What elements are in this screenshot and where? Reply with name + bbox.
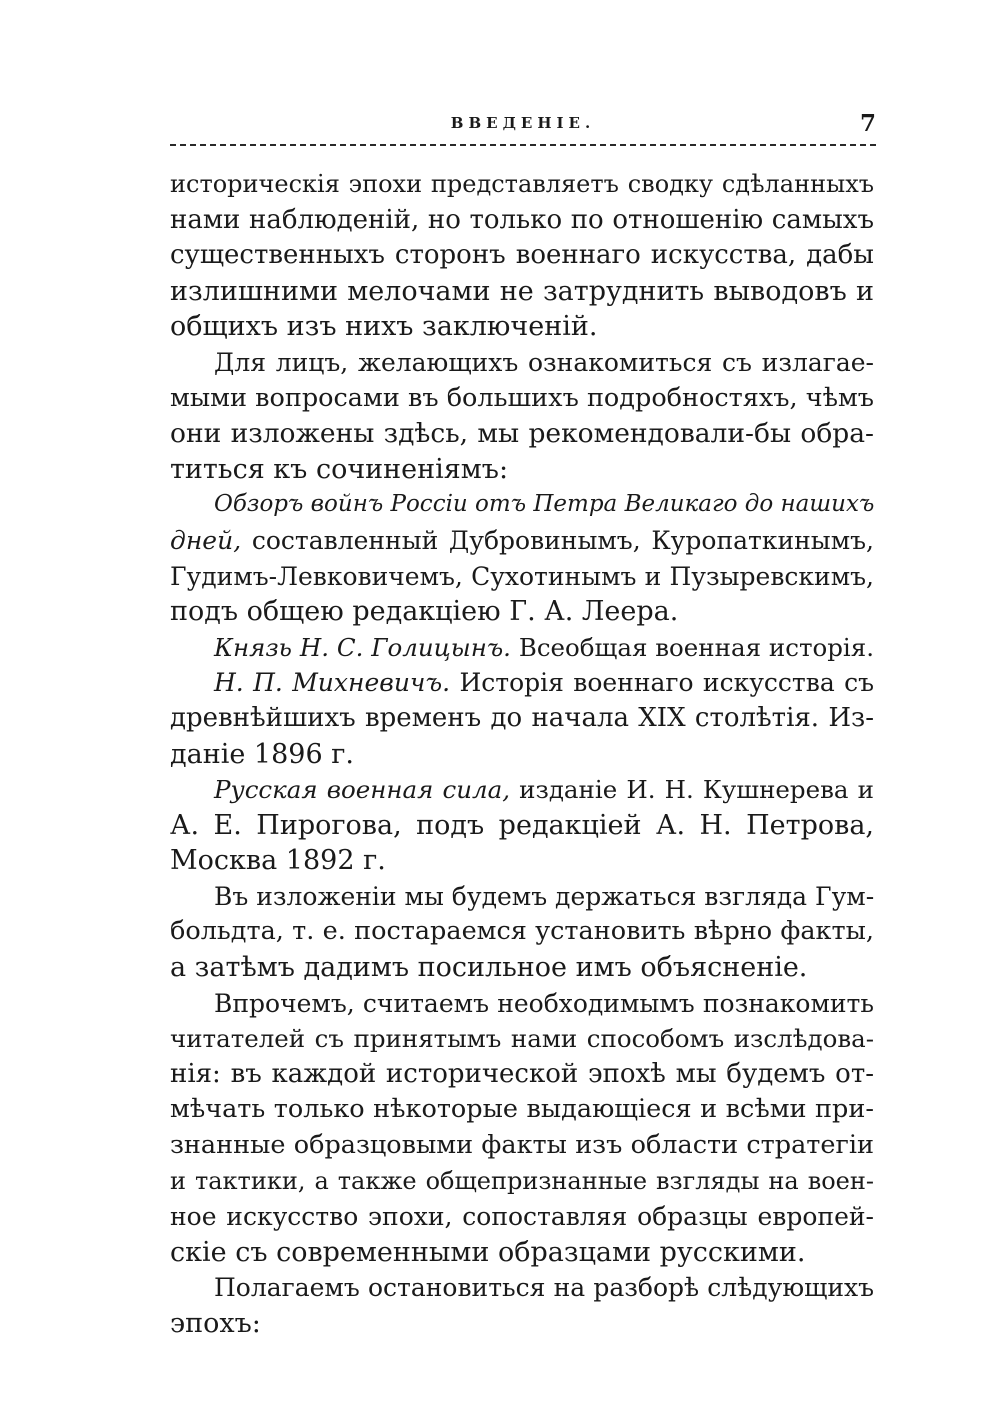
text-line	[170, 1021, 874, 1057]
text-line	[170, 630, 874, 666]
text-line	[170, 594, 874, 630]
text-line	[170, 238, 874, 274]
body-text	[170, 167, 874, 1342]
text-line	[170, 808, 874, 844]
italic-segment: Н. П. Михневичъ.	[214, 668, 451, 698]
text-segment: а затѣмъ дадимъ посильное имъ объясненіе.	[170, 952, 808, 984]
text-line	[170, 772, 874, 808]
text-segment: мѣчать только нѣкоторые выдающіеся и всѣми при-	[170, 1094, 874, 1125]
text-line	[170, 309, 874, 345]
text-line	[170, 1164, 874, 1200]
text-line	[170, 1092, 874, 1128]
text-line	[170, 843, 874, 879]
text-segment: даніе 1896 г.	[170, 738, 354, 770]
text-segment: и тактики, а также общепризнанные взгляды на воен-	[170, 1166, 874, 1195]
text-line	[170, 701, 874, 737]
text-line	[170, 203, 874, 239]
text-line	[170, 1128, 874, 1164]
text-segment: излишними мелочами не затруднить выводовъ и	[170, 275, 874, 307]
text-segment: Впрочемъ, считаемъ необходимымъ познакомить	[214, 988, 874, 1018]
text-segment: Исторія военнаго искусства съ	[450, 668, 875, 698]
text-segment: составленный Дубровинымъ, Куропаткинымъ,	[241, 525, 874, 555]
text-segment: историческія эпохи представляетъ сводку сдѣланныхъ	[170, 170, 874, 198]
text-line	[170, 914, 874, 950]
text-segment: А. Е. Пирогова, подъ редакціей А. Н. Петрова,	[170, 809, 874, 841]
page-number: 7	[859, 110, 876, 137]
text-line	[170, 167, 874, 203]
text-line	[170, 381, 874, 417]
text-segment: нами наблюденій, но только по отношенію самыхъ	[170, 204, 874, 235]
text-line	[170, 950, 874, 986]
text-segment: ное искусство эпохи, сопоставляя образцы европей-	[170, 1202, 874, 1232]
text-line	[170, 737, 874, 773]
text-segment: титься къ сочиненіямъ:	[170, 453, 509, 485]
italic-segment: Князь Н. С. Голицынъ.	[214, 632, 511, 662]
text-line	[170, 345, 874, 381]
text-line	[170, 416, 874, 452]
text-segment: Въ изложеніи мы будемъ держаться взгляда Гум-	[214, 881, 875, 911]
text-segment: существенныхъ сторонъ военнаго искусства, дабы	[170, 240, 874, 271]
text-line	[170, 1057, 874, 1093]
text-line	[170, 1235, 874, 1271]
text-segment: читателей съ принятымъ нами способомъ изслѣдова-	[170, 1024, 874, 1054]
text-segment: мыми вопросами въ большихъ подробностяхъ, чѣмъ	[170, 382, 874, 413]
italic-segment: дней,	[170, 525, 242, 555]
text-segment: Для лицъ, желающихъ ознакомиться съ излагае-	[214, 347, 874, 377]
text-segment: больдта, т. е. постараемся установить вѣрно факты,	[170, 916, 874, 947]
text-segment: древнѣйшихъ временъ до начала XIX столѣтія. Из-	[170, 702, 874, 733]
text-segment: изданіе И. Н. Кушнерева и	[510, 775, 874, 805]
text-line	[170, 986, 874, 1022]
italic-segment: Русская военная сила,	[214, 775, 510, 805]
italic-segment: Обзоръ войнъ Россіи отъ Петра Великаго до нашихъ	[214, 491, 875, 518]
text-line	[170, 559, 874, 595]
text-segment: Гудимъ-Левковичемъ, Сухотинымъ и Пузыревскимъ,	[170, 561, 874, 591]
text-segment: Всеобщая военная исторія.	[510, 632, 875, 662]
text-segment: знанные образцовыми факты изъ области стратегіи	[170, 1130, 874, 1161]
text-segment: Полагаемъ остановиться на разборѣ слѣдующихъ	[214, 1273, 874, 1303]
running-head	[170, 110, 876, 150]
text-line	[170, 1199, 874, 1235]
text-segment: общихъ изъ нихъ заключеній.	[170, 311, 598, 343]
text-segment: эпохъ:	[170, 1308, 261, 1339]
text-line	[170, 1306, 874, 1342]
text-segment: подъ общею редакціею Г. А. Леера.	[170, 596, 679, 628]
running-head-title: ВВЕДЕНІЕ.	[450, 114, 596, 132]
text-segment: скіе съ современными образцами русскими.	[170, 1236, 806, 1268]
header-rule	[170, 144, 876, 146]
text-segment: Москва 1892 г.	[170, 845, 386, 877]
text-line	[170, 452, 874, 488]
text-segment: нія: въ каждой исторической эпохѣ мы будемъ от-	[170, 1058, 874, 1089]
text-line	[170, 487, 874, 523]
text-line	[170, 879, 874, 915]
text-line	[170, 665, 874, 701]
text-line	[170, 1270, 874, 1306]
text-segment: они изложены здѣсь, мы рекомендовали-бы обра-	[170, 418, 874, 450]
text-line	[170, 274, 874, 310]
text-line	[170, 523, 874, 559]
